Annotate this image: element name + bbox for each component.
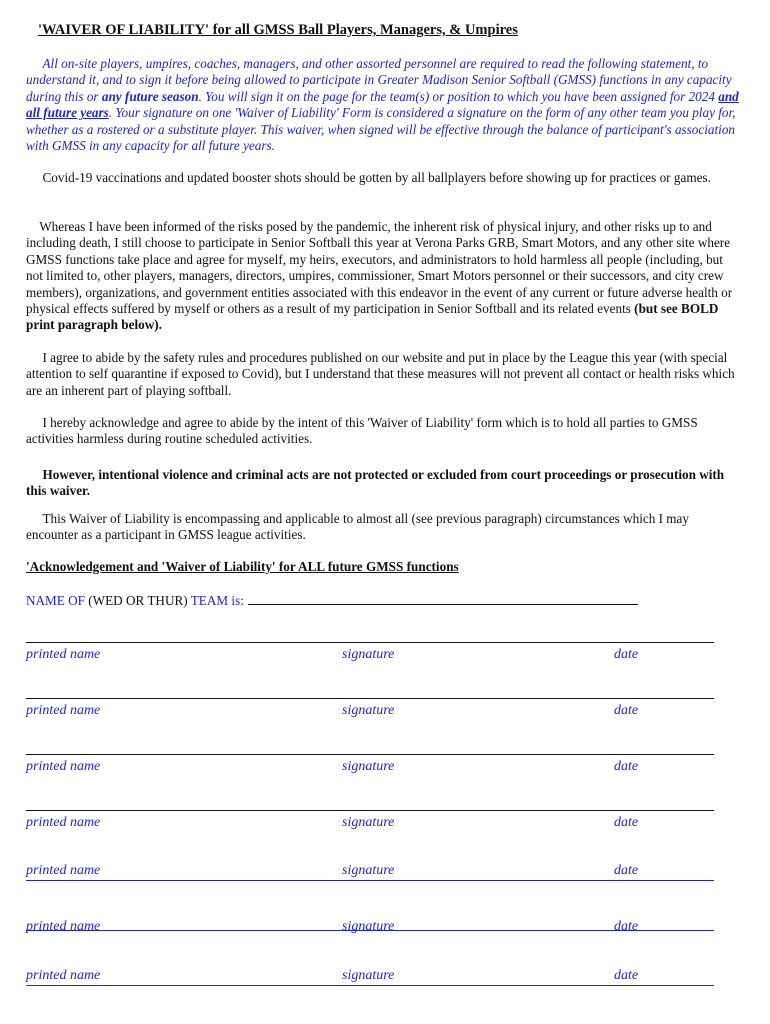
team-day: (WED OR THUR) [88,593,188,608]
signature-line[interactable] [26,698,714,699]
date-label: date [614,968,639,983]
intro-text-3: . Your signature on one 'Waiver of Liability' Form is considered a signature on the form of any other team you play for, whether as a rostered or a substitute player. This waiver, when signed will be effective through the balance of participant's association with GMSS in any capacity for all future years. [26,105,736,154]
printed-name-label: printed name [26,815,101,830]
signature-line[interactable] [26,930,714,931]
printed-name-label: printed name [26,919,101,934]
date-label: date [614,815,639,830]
signature-label: signature [342,863,395,878]
printed-name-label: printed name [26,968,101,983]
signature-line[interactable] [26,880,714,881]
printed-name-label: printed name [26,863,101,878]
however-paragraph [26,467,742,500]
whereas-text: Whereas I have been informed of the risks posed by the pandemic, the inherent risk of physical injury, and other risks up to and including death, I still choose to participate in Senior Softball this year at Verona Parks GRB, Smart Motors, and any other site where GMSS functions take place and agree for myself, my heirs, executors, and administrators to hold harmless all people (including, but not limited to, other players, managers, directors, umpires, commissioner, Smart Motors personnel or their successors, and city crew members), organizations, and government entities associated with this endeavor in the event of any current or future adverse health or physical effects suffered by myself or others as a result of my participation in Senior Softball and its related events [26,219,733,317]
covid-paragraph [26,170,742,186]
date-label: date [614,647,639,662]
printed-name-label: printed name [26,703,101,718]
signature-label: signature [342,968,395,983]
signature-line[interactable] [26,642,714,643]
whereas-paragraph [26,219,742,334]
printed-name-label: printed name [26,759,101,774]
intro-bold-future-years: and all future years [26,88,739,121]
date-label: date [614,759,639,774]
encompassing-paragraph [26,511,742,544]
signature-line[interactable] [26,810,714,811]
agree-text: I agree to abide by the safety rules and procedures published on our website and put in place by the League this year (with special attention to self quarantine if exposed to Covid), but I understand that these measures will not prevent all contact or health risks which are an inherent part of playing softball. [26,350,735,398]
signature-label: signature [342,815,395,830]
team-is: TEAM is: [190,593,244,608]
team-name-field[interactable] [248,592,638,605]
agree-paragraph [26,350,742,399]
intro-bold-future-season: any future season [101,88,199,104]
team-name-row [26,592,638,609]
document-title: 'WAIVER OF LIABILITY' for all GMSS Ball Players, Managers, & Umpires [38,22,518,38]
signature-line[interactable] [26,985,714,986]
signature-label: signature [342,703,395,718]
however-text: However, intentional violence and criminal acts are not protected or excluded from court proceedings or prosecution with this waiver. [26,467,725,499]
intro-statement [26,56,742,154]
whereas-bold-note: (but see BOLD print paragraph below). [26,301,719,333]
team-name-of: NAME OF [26,593,85,608]
signature-label: signature [342,647,395,662]
signature-label: signature [342,919,395,934]
acknowledgement-heading: 'Acknowledgement and 'Waiver of Liability' for ALL future GMSS functions [26,559,459,574]
signature-line[interactable] [26,754,714,755]
signature-label: signature [342,759,395,774]
printed-name-label: printed name [26,647,101,662]
intro-text-1: All on-site players, umpires, coaches, managers, and other assorted personnel are required to read the following statement, to understand it, and to sign it before being allowed to participate in Greater Madison Senior Softball (GMSS) functions in any capacity during this or [26,56,732,104]
encompassing-text: This Waiver of Liability is encompassing and applicable to almost all (see previous paragraph) circumstances which I may encounter as a participant in GMSS league activities. [26,511,689,543]
acknowledge-text: I hereby acknowledge and agree to abide by the intent of this 'Waiver of Liability' form which is to hold all parties to GMSS activities harmless during routine scheduled activities. [26,415,698,447]
date-label: date [614,919,639,934]
acknowledge-paragraph [26,415,742,448]
date-label: date [614,863,639,878]
intro-text-2: . You will sign it on the page for the team(s) or position to which you have been assigned for 2024 [198,88,719,104]
date-label: date [614,703,639,718]
covid-text: Covid-19 vaccinations and updated booster shots should be gotten by all ballplayers before showing up for practices or games. [42,170,711,185]
